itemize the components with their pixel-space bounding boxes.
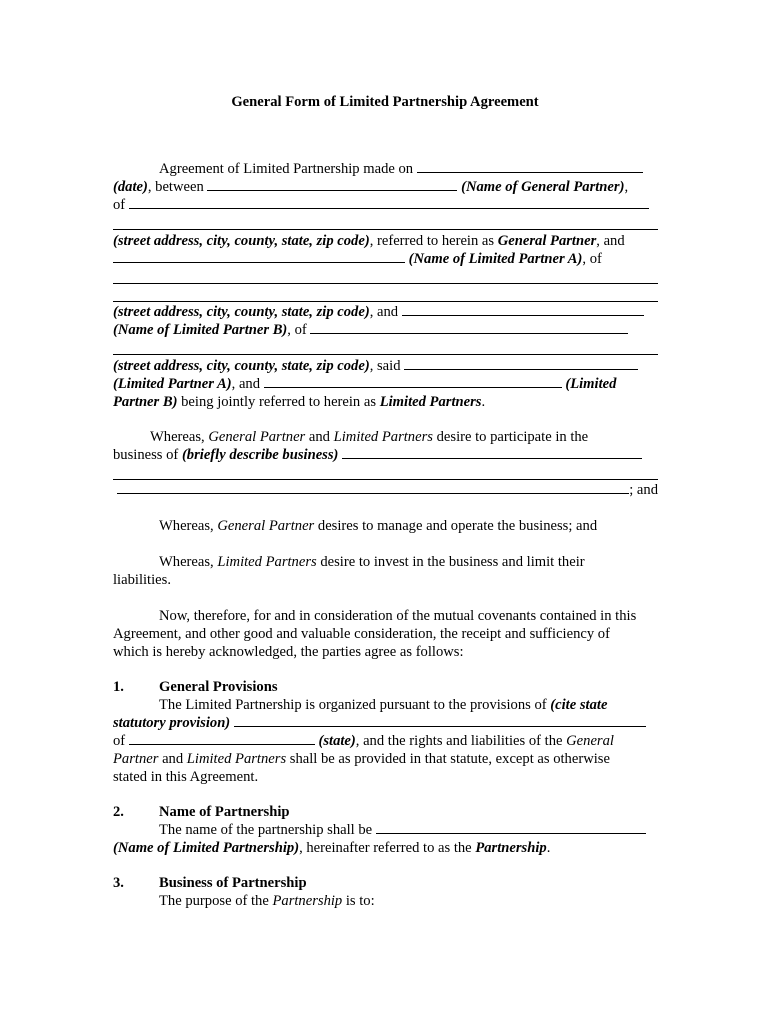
section-1-number: 1. bbox=[113, 679, 124, 695]
now-therefore-line-1: Now, therefore, for and in consideration of the mutual covenants contained in this bbox=[159, 608, 637, 624]
business-rule-1[interactable] bbox=[113, 479, 658, 480]
intro-line-6: (street address, city, county, state, zip code), and bbox=[113, 303, 658, 321]
whereas1-line-3: ; and bbox=[113, 481, 658, 499]
section-1-line-2: statutory provision) bbox=[113, 714, 658, 732]
statutory-provision-blank[interactable] bbox=[234, 714, 646, 727]
section-3-heading: Business of Partnership bbox=[159, 875, 307, 891]
partnership-name-blank[interactable] bbox=[376, 821, 646, 834]
intro-line-5: (Name of Limited Partner A), of bbox=[113, 250, 658, 268]
section-1-line-4: Partner and Limited Partners shall be as provided in that statute, except as otherwise bbox=[113, 751, 610, 767]
limited-partner-a-name-blank[interactable] bbox=[113, 250, 405, 263]
intro-line-9: (Limited Partner A), and (Limited bbox=[113, 376, 617, 392]
address-rule-2[interactable] bbox=[113, 283, 658, 284]
limited-partner-b-name-blank[interactable] bbox=[402, 303, 644, 316]
intro-line-4: (street address, city, county, state, zip code), referred to herein as General Partner, and bbox=[113, 233, 625, 249]
now-therefore-line-3: which is hereby acknowledged, the parties agree as follows: bbox=[113, 644, 464, 660]
section-3-line-1: The purpose of the Partnership is to: bbox=[159, 893, 375, 909]
intro-line-3: of bbox=[113, 196, 658, 214]
section-2-number: 2. bbox=[113, 804, 124, 820]
intro-line-7: (Name of Limited Partner B), of bbox=[113, 321, 658, 339]
limited-partner-b-address-blank[interactable] bbox=[310, 321, 628, 334]
section-1-line-1: The Limited Partnership is organized pursuant to the provisions of (cite state bbox=[159, 697, 608, 713]
business-description-blank-2[interactable] bbox=[117, 481, 629, 494]
intro-line-10: Partner B) being jointly referred to herein as Limited Partners. bbox=[113, 394, 486, 410]
limited-partner-b-blank[interactable] bbox=[264, 375, 562, 388]
address-rule-1[interactable] bbox=[113, 229, 658, 230]
section-1-line-3: of (state), and the rights and liabilities of the General bbox=[113, 733, 614, 749]
whereas2-line: Whereas, General Partner desires to manage and operate the business; and bbox=[159, 518, 598, 534]
now-therefore-line-2: Agreement, and other good and valuable consideration, the receipt and sufficiency of bbox=[113, 626, 610, 642]
general-partner-address-blank[interactable] bbox=[129, 196, 649, 209]
intro-line-2: (date), between (Name of General Partner), bbox=[113, 179, 629, 195]
general-partner-name-blank[interactable] bbox=[207, 178, 457, 191]
intro-line-8: (street address, city, county, state, zip code), said bbox=[113, 357, 658, 375]
document-title: General Form of Limited Partnership Agreement bbox=[231, 94, 539, 110]
said-blank[interactable] bbox=[404, 357, 638, 370]
section-2-heading: Name of Partnership bbox=[159, 804, 290, 820]
section-1-line-5: stated in this Agreement. bbox=[113, 769, 259, 785]
date-blank[interactable] bbox=[417, 160, 643, 173]
address-rule-3[interactable] bbox=[113, 301, 658, 302]
intro-line-1: Agreement of Limited Partnership made on bbox=[159, 160, 658, 178]
whereas1-line-1: Whereas, General Partner and Limited Partners desire to participate in the bbox=[150, 429, 589, 445]
address-rule-4[interactable] bbox=[113, 354, 658, 355]
section-3-number: 3. bbox=[113, 875, 124, 891]
section-2-line-1: The name of the partnership shall be bbox=[159, 821, 658, 839]
whereas3-line-1: Whereas, Limited Partners desire to invest in the business and limit their bbox=[159, 554, 585, 570]
section-2-line-2: (Name of Limited Partnership), hereinafter referred to as the Partnership. bbox=[113, 840, 551, 856]
business-description-blank[interactable] bbox=[342, 446, 642, 459]
whereas3-line-2: liabilities. bbox=[113, 572, 171, 588]
whereas1-line-2: business of (briefly describe business) bbox=[113, 446, 658, 464]
section-1-heading: General Provisions bbox=[159, 679, 278, 695]
state-blank[interactable] bbox=[129, 732, 315, 745]
